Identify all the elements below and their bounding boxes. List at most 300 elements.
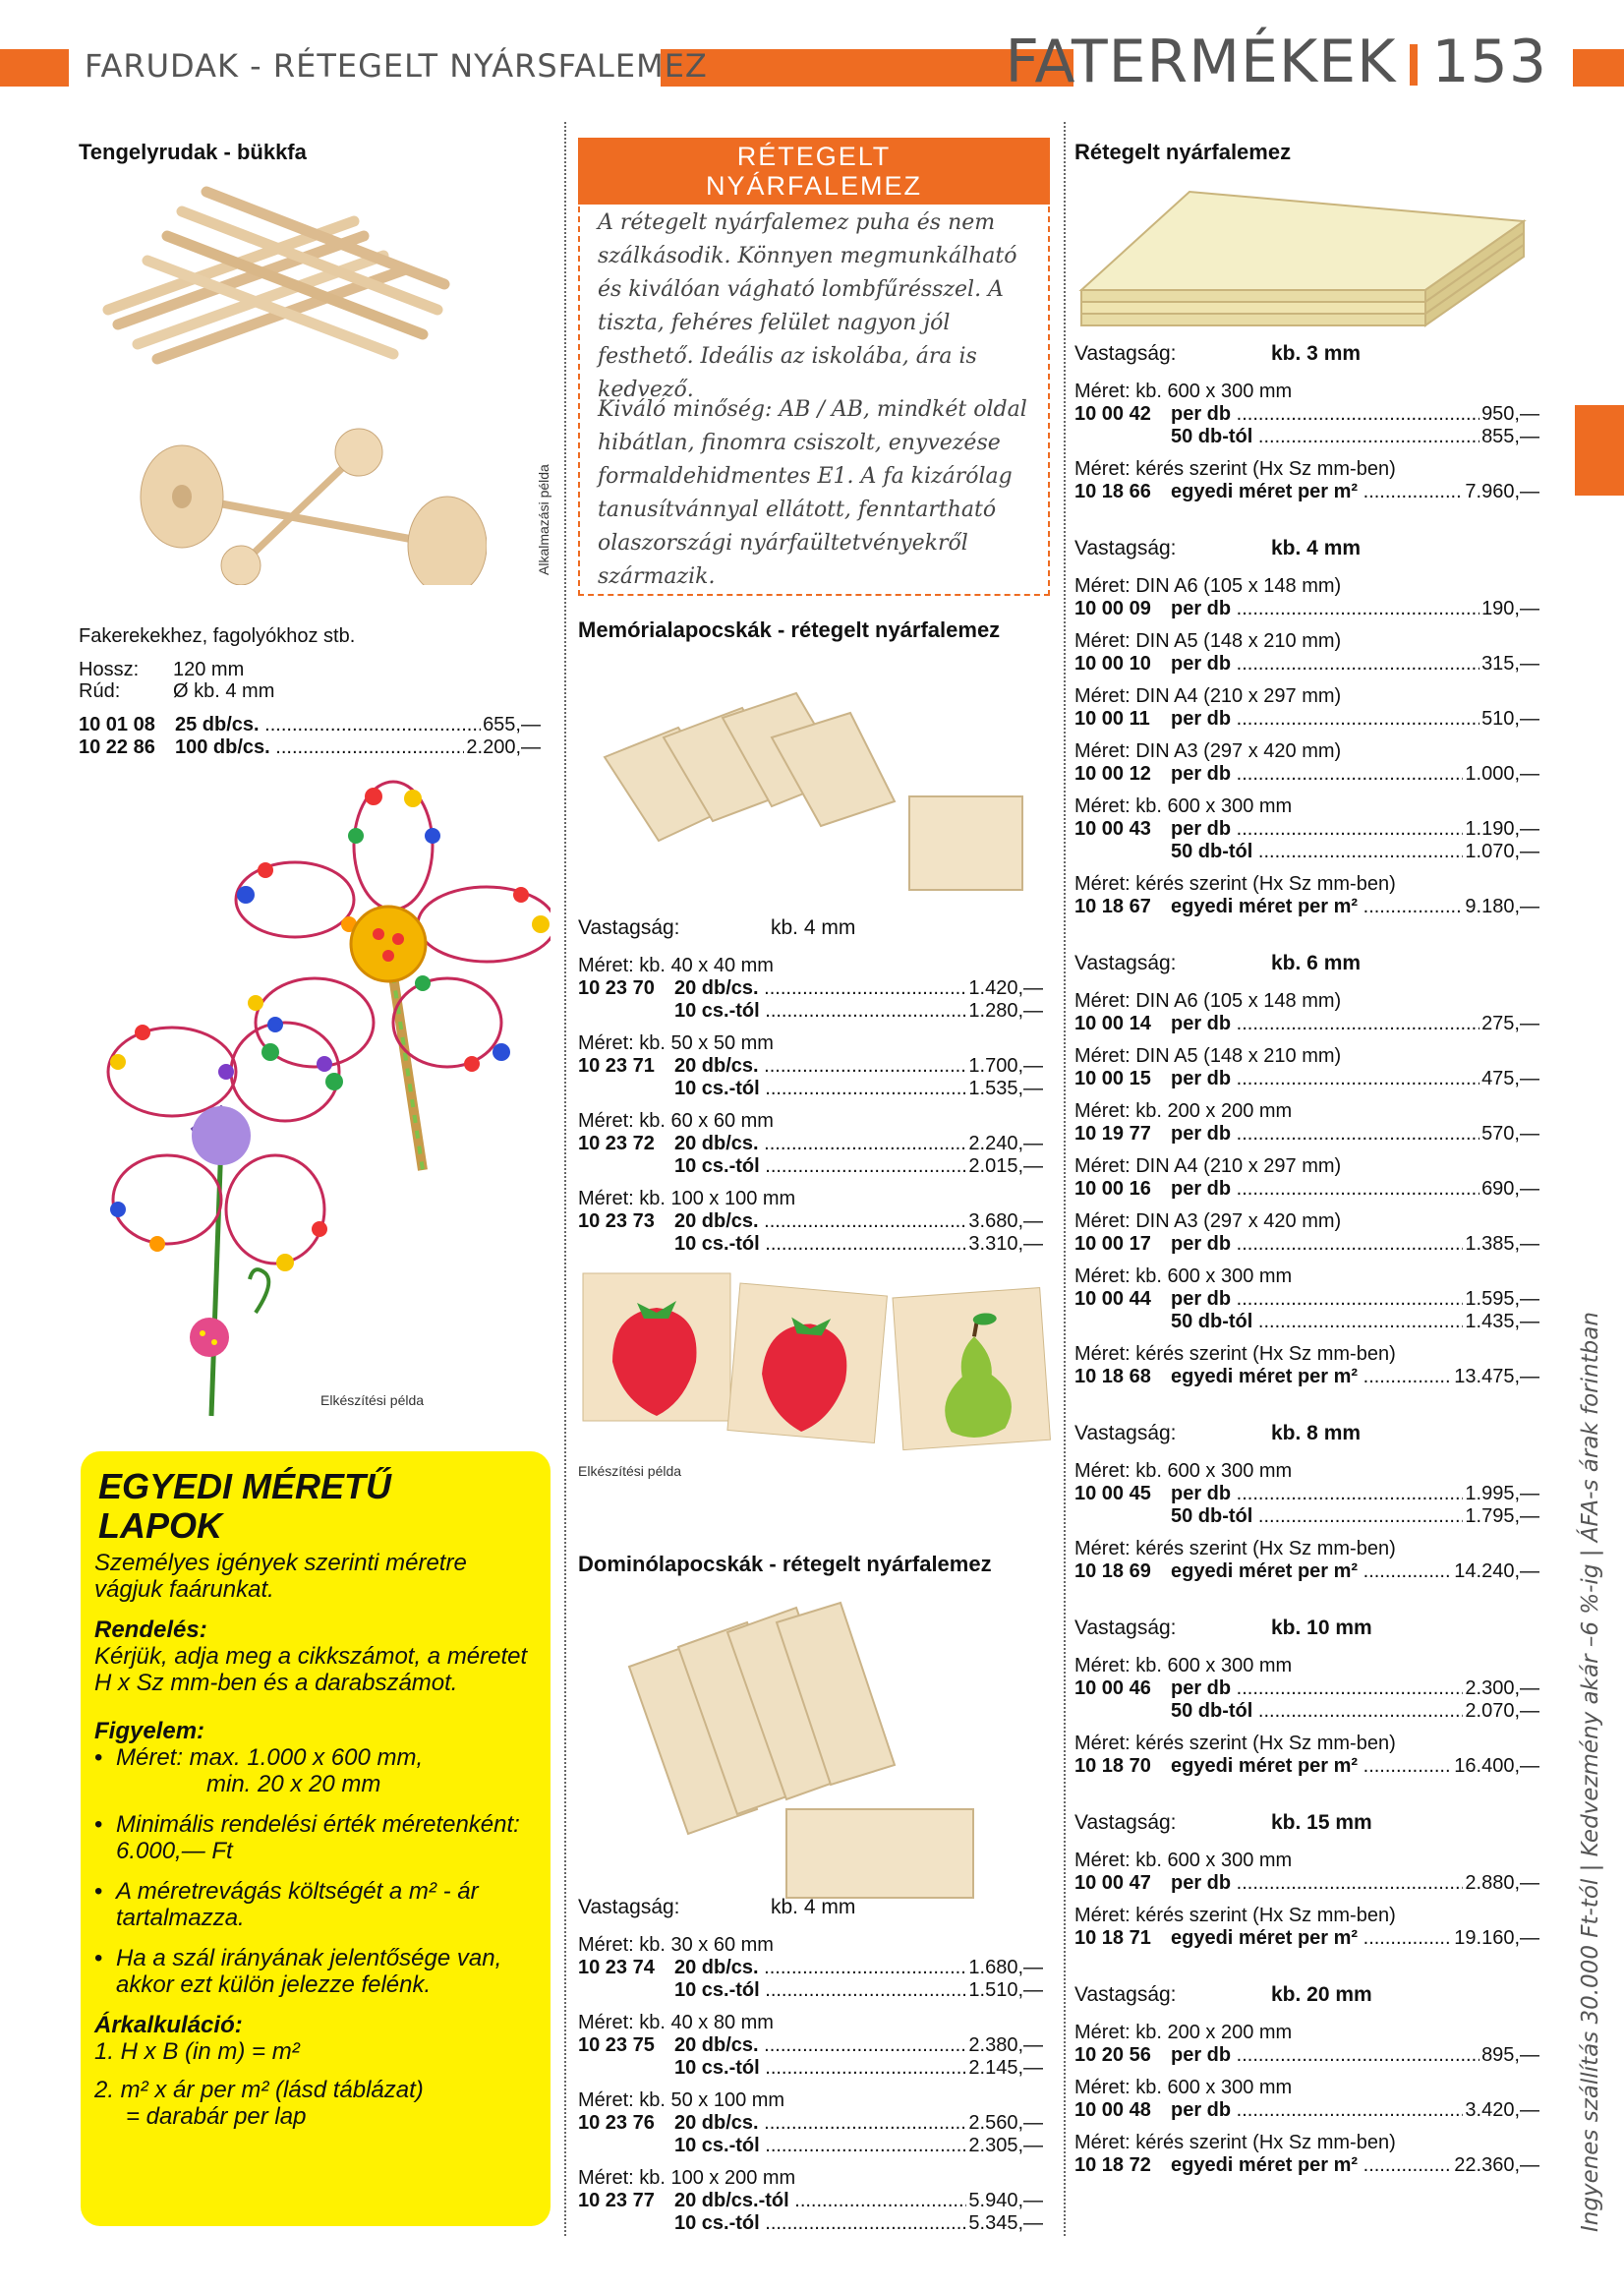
thickness-value: kb. 6 mm (1271, 952, 1362, 974)
price-row (578, 2190, 1043, 2212)
domino-thickness-row (578, 1896, 1043, 1918)
price-row (79, 736, 541, 759)
product-code: 10 20 56 (1074, 2044, 1151, 2066)
product-desc: per db ..... (1171, 1178, 1479, 1201)
price-row (578, 2112, 1043, 2135)
price-row (1074, 481, 1539, 503)
product-price: 690,— (1481, 1178, 1539, 1200)
product-price: 1.795,— (1465, 1505, 1539, 1527)
price-row (1074, 1288, 1539, 1311)
axle-rods-price-list (79, 714, 541, 759)
product-price: 14.240,— (1454, 1560, 1539, 1582)
product-price: 2.200,— (466, 736, 541, 758)
product-code (1074, 1505, 1171, 1528)
product-price: 1.385,— (1465, 1233, 1539, 1255)
product-price: 315,— (1481, 653, 1539, 675)
thickness-label: Vastagság: (1074, 537, 1177, 559)
price-row (1074, 426, 1539, 448)
size-label: Méret: DIN A5 (148 x 210 mm) (1074, 630, 1342, 652)
size-group (1074, 1343, 1539, 1388)
product-code: 10 18 68 (1074, 1366, 1151, 1387)
product-price: 2.070,— (1465, 1700, 1539, 1722)
price-row (1074, 1366, 1539, 1388)
domino-tiles-image (609, 1598, 1042, 1903)
attention-heading: Figyelem: (94, 1718, 205, 1744)
thickness-value: kb. 10 mm (1271, 1617, 1372, 1639)
product-code (578, 1233, 674, 1256)
product-code: 10 23 76 (578, 2112, 655, 2134)
product-price: 3.310,— (968, 1233, 1043, 1255)
size-label: Méret: kérés szerint (Hx Sz mm-ben) (1074, 2132, 1396, 2153)
size-limit-min: min. 20 x 20 mm (206, 1771, 381, 1797)
product-price: 1.680,— (968, 1957, 1043, 1978)
price-row (1074, 1700, 1539, 1723)
size-group (578, 2167, 1043, 2235)
product-code: 10 00 42 (1074, 403, 1151, 425)
rod-value: Ø kb. 4 mm (173, 680, 275, 702)
size-label: Méret: kb. 600 x 300 mm (1074, 1850, 1293, 1871)
shipping-discount-note: Ingyenes szállítás 30.000 Ft-tól | Kedvezmény akár –6 %-ig | ÁFA-s árak forintban (1578, 1312, 1603, 2232)
size-label: Méret: DIN A6 (105 x 148 mm) (1074, 990, 1342, 1012)
thickness-row (1074, 537, 1539, 559)
product-desc: per db ..... (1171, 1233, 1463, 1256)
bead-flower-craft-image (98, 777, 551, 1426)
thickness-size-groups (1074, 1655, 1539, 1778)
price-row (1074, 653, 1539, 676)
size-label: Méret: kb. 200 x 200 mm (1074, 2022, 1293, 2043)
page-number: 153 (1431, 28, 1547, 96)
price-row (578, 2212, 1043, 2235)
plywood-info-paragraph-1: A rétegelt nyárfalemez puha és nem szálkásodik. Könnyen megmunkálható és kiválóan vágható lombfűrésszel. A tiszta, fehéres felület nagyon jól festhető. Ideális az iskolába, ára is kedvező. (598, 210, 1017, 402)
product-desc: 20 db/cs. ..... (674, 2112, 966, 2135)
product-desc: 10 cs.-tól ..... (674, 1979, 966, 2002)
size-group (1074, 630, 1539, 676)
size-group (578, 1110, 1043, 1178)
size-label: Méret: kérés szerint (Hx Sz mm-ben) (1074, 873, 1396, 895)
product-price: 7.960,— (1465, 481, 1539, 502)
size-group (1074, 1905, 1539, 1950)
product-desc: 20 db/cs. ..... (674, 977, 966, 1000)
product-price: 855,— (1481, 426, 1539, 447)
size-limit-max: Méret: max. 1.000 x 600 mm, (116, 1744, 424, 1771)
memory-tiles-title: Memórialapocskák - rétegelt nyárfalemez (578, 617, 1001, 642)
size-group (1074, 1733, 1539, 1778)
product-price: 1.280,— (968, 1000, 1043, 1022)
memory-tiles-image (585, 678, 1037, 924)
product-desc: 20 db/cs. ..... (674, 1133, 966, 1155)
product-desc: 20 db/cs. ..... (674, 1957, 966, 1979)
product-price: 1.595,— (1465, 1288, 1539, 1310)
plywood-info-title-line2: NYÁRFALEMEZ (705, 171, 923, 201)
price-row (1074, 2044, 1539, 2067)
calculation-step1: 1. H x B (in m) = m² (94, 2038, 300, 2065)
thickness-size-groups (1074, 575, 1539, 918)
size-group (1074, 873, 1539, 918)
product-code (1074, 426, 1171, 448)
size-label: Méret: DIN A3 (297 x 420 mm) (1074, 740, 1342, 762)
memory-tiles-size-groups (578, 955, 1043, 1256)
product-price: 16.400,— (1454, 1755, 1539, 1777)
product-price: 1.700,— (968, 1055, 1043, 1077)
thickness-label: Vastagság: (578, 916, 680, 939)
product-code: 10 18 67 (1074, 896, 1151, 917)
product-desc: per db ..... (1171, 598, 1479, 620)
size-group (1074, 1655, 1539, 1723)
thickness-value: kb. 3 mm (1271, 342, 1362, 365)
product-code (578, 2135, 674, 2157)
product-price: 2.145,— (968, 2057, 1043, 2079)
price-row (1074, 1483, 1539, 1505)
product-desc: 10 cs.-tól ..... (674, 2135, 966, 2157)
memory-example-caption: Elkészítési példa (578, 1463, 682, 1479)
product-price: 19.160,— (1454, 1927, 1539, 1949)
thickness-label: Vastagság: (1074, 1983, 1177, 2006)
thickness-value: kb. 4 mm (771, 916, 856, 939)
product-desc: 50 db-tól ..... (1171, 1505, 1463, 1528)
memory-thickness-row (578, 916, 1043, 939)
custom-size-intro: Személyes igények szerinti méretre vágjuk faárunkat. (94, 1550, 467, 1603)
size-group (1074, 2077, 1539, 2122)
price-row (578, 1000, 1043, 1023)
size-group (1074, 1155, 1539, 1201)
size-group (578, 1188, 1043, 1256)
domino-tiles-title: Dominólapocskák - rétegelt nyárfalemez (578, 1552, 992, 1576)
custom-size-title-line1: EGYEDI MÉRETŰ (98, 1466, 392, 1506)
product-desc: egyedi méret per m² ..... (1171, 1927, 1452, 1950)
price-row (578, 1233, 1043, 1256)
product-desc: 10 cs.-tól ..... (674, 2212, 966, 2235)
product-code: 10 00 15 (1074, 1068, 1151, 1089)
price-row (1074, 1311, 1539, 1333)
usage-example-caption: Alkalmazási példa (536, 464, 551, 575)
product-price: 1.510,— (968, 1979, 1043, 2001)
product-desc: egyedi méret per m² ..... (1171, 896, 1463, 918)
size-label: Méret: kérés szerint (Hx Sz mm-ben) (1074, 1538, 1396, 1559)
size-label: Méret: kb. 30 x 60 mm (578, 1934, 774, 1956)
price-row (1074, 1927, 1539, 1950)
product-code: 10 23 71 (578, 1055, 655, 1077)
product-desc: per db ..... (1171, 763, 1463, 786)
product-price: 190,— (1481, 598, 1539, 619)
thickness-row (1074, 1617, 1539, 1639)
length-label: Hossz: (79, 659, 140, 680)
product-desc: 50 db-tól ..... (1171, 841, 1463, 863)
thickness-row (1074, 1983, 1539, 2006)
price-row (1074, 896, 1539, 918)
product-desc: per db ..... (1171, 1677, 1463, 1700)
product-code: 10 23 72 (578, 1133, 655, 1154)
price-row (1074, 1677, 1539, 1700)
size-label: Méret: kérés szerint (Hx Sz mm-ben) (1074, 458, 1396, 480)
domino-tiles-size-groups (578, 1934, 1043, 2235)
price-row (578, 1078, 1043, 1100)
header-section-title: FARUDAK - RÉTEGELT NYÁRSFALEMEZ (85, 47, 708, 85)
product-code: 10 18 72 (1074, 2154, 1151, 2176)
price-row (1074, 2154, 1539, 2177)
price-row (578, 2135, 1043, 2157)
order-text: Kérjük, adja meg a cikkszámot, a méretet H x Sz mm-ben és a darabszámot. (94, 1643, 528, 1696)
size-label: Méret: kb. 100 x 100 mm (578, 1188, 796, 1209)
product-code (578, 2057, 674, 2080)
product-code: 10 23 74 (578, 1957, 655, 1978)
price-row (1074, 1013, 1539, 1035)
product-price: 2.305,— (968, 2135, 1043, 2156)
product-desc: 20 db/cs. ..... (674, 2034, 966, 2057)
price-row (1074, 2099, 1539, 2122)
product-desc: 10 cs.-tól ..... (674, 1078, 966, 1100)
thickness-row (1074, 952, 1539, 974)
product-desc: 50 db-tól ..... (1171, 426, 1479, 448)
plywood-info-title (578, 138, 1050, 205)
product-desc: 50 db-tól ..... (1171, 1700, 1463, 1723)
product-desc: per db ..... (1171, 2099, 1463, 2122)
product-price: 1.435,— (1465, 1311, 1539, 1332)
product-price: 2.560,— (968, 2112, 1043, 2134)
product-code (578, 1979, 674, 2002)
attention-item: • Minimális rendelési érték méretenként: 6.000,— Ft (94, 1811, 537, 1864)
product-price: 9.180,— (1465, 896, 1539, 917)
price-row (578, 977, 1043, 1000)
thickness-value: kb. 20 mm (1271, 1983, 1372, 2006)
product-desc: per db ..... (1171, 1068, 1479, 1090)
thickness-value: kb. 8 mm (1271, 1422, 1362, 1444)
size-group (1074, 1045, 1539, 1090)
size-group (1074, 381, 1539, 448)
domino-tiles-price-list (578, 1886, 1043, 2245)
price-row (1074, 598, 1539, 620)
product-price: 3.680,— (968, 1210, 1043, 1232)
product-code: 10 00 43 (1074, 818, 1151, 840)
price-row (1074, 1178, 1539, 1201)
thickness-label: Vastagság: (1074, 952, 1177, 974)
product-code: 10 00 14 (1074, 1013, 1151, 1034)
product-desc: 20 db/cs. ..... (674, 1055, 966, 1078)
product-price: 1.535,— (968, 1078, 1043, 1099)
product-price: 1.000,— (1465, 763, 1539, 785)
product-price: 2.300,— (1465, 1677, 1539, 1699)
custom-size-content (94, 1550, 537, 2130)
size-label: Méret: kb. 50 x 100 mm (578, 2089, 785, 2111)
length-value: 120 mm (173, 659, 245, 680)
calculation-step2: 2. m² x ár per m² (lásd táblázat) (94, 2077, 424, 2103)
size-label: Méret: kb. 60 x 60 mm (578, 1110, 774, 1132)
size-label: Méret: DIN A4 (210 x 297 mm) (1074, 685, 1342, 707)
product-code: 10 23 75 (578, 2034, 655, 2056)
thickness-size-groups (1074, 990, 1539, 1388)
product-desc: per db ..... (1171, 1872, 1463, 1895)
size-group (1074, 685, 1539, 731)
product-code (578, 1155, 674, 1178)
thickness-size-groups (1074, 1850, 1539, 1950)
product-desc: per db ..... (1171, 1013, 1479, 1035)
size-label: Méret: kb. 600 x 300 mm (1074, 1265, 1293, 1287)
size-group (1074, 1460, 1539, 1528)
product-code: 10 19 77 (1074, 1123, 1151, 1145)
product-price: 950,— (1481, 403, 1539, 425)
thickness-row (1074, 1811, 1539, 1834)
product-desc: per db ..... (1171, 1288, 1463, 1311)
product-desc: 50 db-tól ..... (1171, 1311, 1463, 1333)
price-row (1074, 1560, 1539, 1583)
plywood-info-paragraph-2: Kiváló minőség: AB / AB, mindkét oldal hibátlan, finomra csiszolt, enyvezése formaldehidmentes E1. A fa kizárólag tanusítvánnyal ellátott, fenntartható olaszországi nyárfaültetvényekről származik. (598, 397, 1027, 589)
price-row (1074, 841, 1539, 863)
fruit-memory-tiles-image (578, 1268, 1060, 1465)
usage-text: Fakerekekhez, fagolyókhoz stb. (79, 625, 356, 647)
product-code: 10 00 47 (1074, 1872, 1151, 1894)
price-row (578, 1979, 1043, 2002)
price-row (578, 2057, 1043, 2080)
attention-item (94, 1744, 537, 1797)
product-desc: per db ..... (1171, 818, 1463, 841)
size-label: Méret: kb. 600 x 300 mm (1074, 1655, 1293, 1676)
price-row (578, 1155, 1043, 1178)
size-label: Méret: DIN A6 (105 x 148 mm) (1074, 575, 1342, 597)
header-category: FATERMÉKEK (1005, 28, 1397, 96)
plywood-sheets-title: Rétegelt nyárfalemez (1074, 140, 1292, 164)
attention-list (94, 1744, 537, 1998)
thickness-value: kb. 4 mm (1271, 537, 1362, 559)
thickness-row (1074, 342, 1539, 365)
size-group (578, 1934, 1043, 2002)
flower-example-caption: Elkészítési példa (320, 1392, 425, 1408)
size-group (1074, 1100, 1539, 1146)
product-code: 10 23 73 (578, 1210, 655, 1232)
price-row (578, 2034, 1043, 2057)
product-price: 275,— (1481, 1013, 1539, 1034)
product-code (578, 1000, 674, 1023)
size-label: Méret: DIN A3 (297 x 420 mm) (1074, 1210, 1342, 1232)
side-tab-marker (1575, 405, 1624, 496)
thickness-label: Vastagság: (1074, 1422, 1177, 1444)
price-row (578, 1210, 1043, 1233)
product-code: 10 23 77 (578, 2190, 655, 2211)
product-desc: per db ..... (1171, 2044, 1479, 2067)
attention-item: • A méretrevágás költségét a m² - ár tartalmazza. (94, 1878, 537, 1931)
product-desc: 100 db/cs. ..... (175, 736, 464, 759)
size-group (1074, 740, 1539, 786)
size-group (1074, 2022, 1539, 2067)
product-price: 895,— (1481, 2044, 1539, 2066)
product-desc: 10 cs.-tól ..... (674, 1000, 966, 1023)
product-code: 10 23 70 (578, 977, 655, 999)
size-label: Méret: kb. 600 x 300 mm (1074, 1460, 1293, 1482)
custom-size-title (98, 1467, 391, 1546)
product-price: 475,— (1481, 1068, 1539, 1089)
product-desc: 25 db/cs. ..... (175, 714, 481, 736)
product-price: 22.360,— (1454, 2154, 1539, 2176)
product-code: 10 00 16 (1074, 1178, 1151, 1200)
size-label: Méret: DIN A5 (148 x 210 mm) (1074, 1045, 1342, 1067)
size-label: Méret: kérés szerint (Hx Sz mm-ben) (1074, 1733, 1396, 1754)
product-code (578, 2212, 674, 2235)
size-label: Méret: DIN A4 (210 x 297 mm) (1074, 1155, 1342, 1177)
thickness-label: Vastagság: (1074, 1811, 1177, 1834)
product-price: 510,— (1481, 708, 1539, 730)
size-label: Méret: kb. 600 x 300 mm (1074, 2077, 1293, 2098)
product-price: 13.475,— (1454, 1366, 1539, 1387)
axle-rods-title: Tengelyrudak - bükkfa (79, 140, 307, 164)
size-label: Méret: kb. 50 x 50 mm (578, 1032, 774, 1054)
product-price: 5.940,— (968, 2190, 1043, 2211)
price-row (1074, 818, 1539, 841)
product-price: 2.880,— (1465, 1872, 1539, 1894)
product-code: 10 18 70 (1074, 1755, 1151, 1777)
order-heading: Rendelés: (94, 1617, 207, 1643)
product-price: 655,— (483, 714, 541, 735)
product-price: 570,— (1481, 1123, 1539, 1145)
thickness-label: Vastagság: (1074, 1617, 1177, 1639)
memory-tiles-price-list (578, 907, 1043, 1265)
product-desc: 20 db/cs. ..... (674, 1210, 966, 1233)
size-group (1074, 575, 1539, 620)
price-row (79, 714, 541, 736)
product-code: 10 00 11 (1074, 708, 1150, 730)
size-group (1074, 1538, 1539, 1583)
custom-size-title-line2: LAPOK (98, 1505, 222, 1546)
price-row (578, 1055, 1043, 1078)
size-group (1074, 1265, 1539, 1333)
size-label: Méret: kb. 100 x 200 mm (578, 2167, 796, 2189)
column-divider-2 (1064, 122, 1066, 2236)
thickness-size-groups (1074, 381, 1539, 503)
header-bar-right-block (1573, 49, 1624, 87)
size-group (1074, 1210, 1539, 1256)
product-price: 1.420,— (968, 977, 1043, 999)
size-label: Méret: kb. 40 x 40 mm (578, 955, 774, 976)
product-code: 10 00 09 (1074, 598, 1151, 619)
product-price: 1.190,— (1465, 818, 1539, 840)
price-row (578, 1133, 1043, 1155)
price-row (1074, 1755, 1539, 1778)
header-page-title (1006, 28, 1547, 96)
size-label: Méret: kb. 600 x 300 mm (1074, 381, 1293, 402)
product-code (1074, 841, 1171, 863)
price-row (1074, 1233, 1539, 1256)
product-code: 10 18 69 (1074, 1560, 1151, 1582)
column-divider-1 (564, 122, 566, 2236)
product-code: 10 18 71 (1074, 1927, 1151, 1949)
product-code: 10 00 12 (1074, 763, 1151, 785)
thickness-size-groups (1074, 2022, 1539, 2177)
product-code: 10 00 45 (1074, 1483, 1151, 1504)
product-desc: egyedi méret per m² ..... (1171, 1560, 1452, 1583)
product-desc: egyedi méret per m² ..... (1171, 1366, 1452, 1388)
product-price: 2.380,— (968, 2034, 1043, 2056)
price-row (1074, 708, 1539, 731)
size-group (578, 1032, 1043, 1100)
product-code: 10 22 86 (79, 736, 155, 758)
size-group (1074, 990, 1539, 1035)
thickness-row (1074, 1422, 1539, 1444)
size-group (578, 2012, 1043, 2080)
product-code: 10 00 44 (1074, 1288, 1151, 1310)
price-row (1074, 403, 1539, 426)
product-desc: per db ..... (1171, 708, 1479, 731)
size-group (1074, 795, 1539, 863)
size-group (1074, 458, 1539, 503)
plywood-sheets-price-list (1074, 324, 1539, 2187)
price-row (1074, 1505, 1539, 1528)
product-desc: 20 db/cs.-tól ..... (674, 2190, 966, 2212)
size-label: Méret: kérés szerint (Hx Sz mm-ben) (1074, 1905, 1396, 1926)
thickness-value: kb. 4 mm (771, 1896, 856, 1918)
product-code: 10 00 10 (1074, 653, 1151, 675)
product-desc: 10 cs.-tól ..... (674, 1233, 966, 1256)
product-desc: 10 cs.-tól ..... (674, 2057, 966, 2080)
product-desc: 10 cs.-tól ..... (674, 1155, 966, 1178)
size-label: Méret: kb. 600 x 300 mm (1074, 795, 1293, 817)
product-price: 2.015,— (968, 1155, 1043, 1177)
